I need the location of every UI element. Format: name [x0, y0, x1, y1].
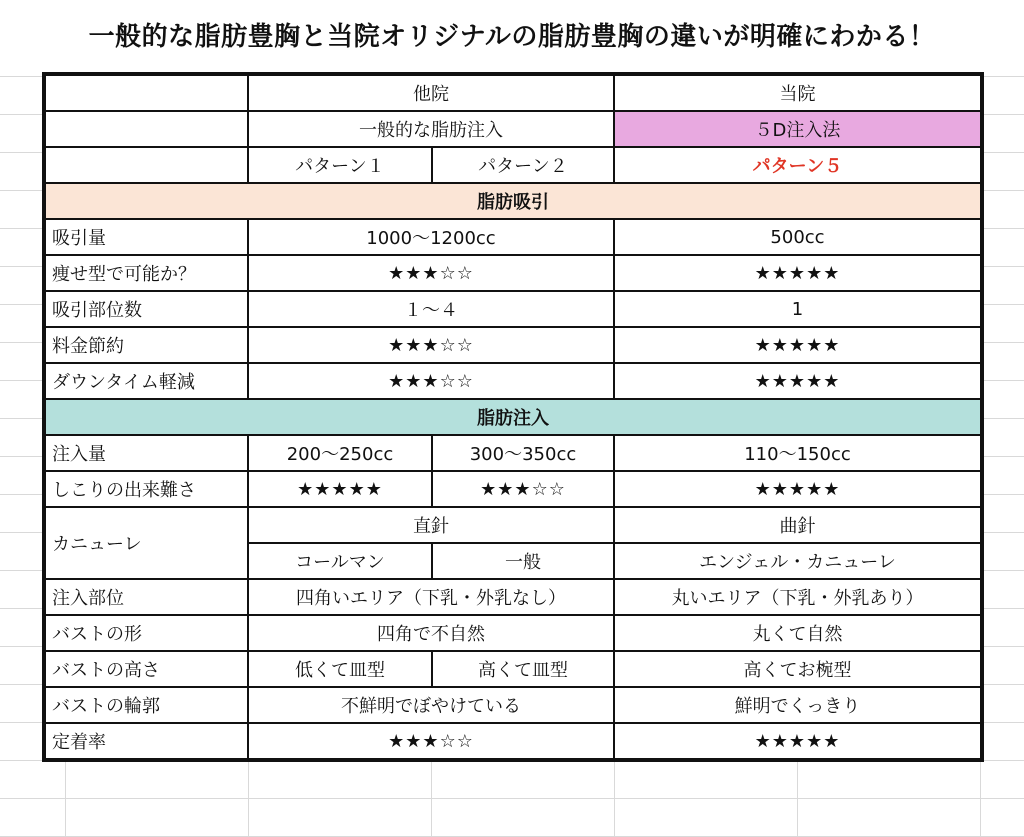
our-cannula-type: 曲針	[614, 507, 981, 543]
other-value: 四角で不自然	[248, 615, 614, 651]
our-value: 1	[614, 291, 981, 327]
our-value: 高くてお椀型	[614, 651, 981, 687]
our-star-rating: ★★★★★	[614, 363, 981, 399]
header-other-clinic: 他院	[248, 75, 614, 111]
row-label: 注入部位	[45, 579, 248, 615]
section-title-liposuction: 脂肪吸引	[45, 183, 981, 219]
header-pattern-1: パターン１	[248, 147, 432, 183]
our-star-rating: ★★★★★	[614, 255, 981, 291]
page-title: 一般的な脂肪豊胸と当院オリジナルの脂肪豊胸の違いが明確にわかる！	[0, 0, 1024, 74]
header-blank-cell	[45, 75, 248, 111]
section-title-injection: 脂肪注入	[45, 399, 981, 435]
pattern-1-value: 低くて皿型	[248, 651, 432, 687]
other-star-rating: ★★★☆☆	[248, 255, 614, 291]
our-value: 鮮明でくっきり	[614, 687, 981, 723]
other-star-rating: ★★★☆☆	[248, 723, 614, 759]
row-label: 定着率	[45, 723, 248, 759]
pattern-2-value: 一般	[432, 543, 614, 579]
our-value: 500cc	[614, 219, 981, 255]
our-value: 110〜150cc	[614, 435, 981, 471]
other-star-rating: ★★★☆☆	[248, 363, 614, 399]
table-row	[45, 471, 981, 507]
row-label: 注入量	[45, 435, 248, 471]
table-row	[45, 615, 981, 651]
pattern-1-star-rating: ★★★★★	[248, 471, 432, 507]
row-label: バストの輪郭	[45, 687, 248, 723]
pattern-2-star-rating: ★★★☆☆	[432, 471, 614, 507]
row-label: 痩せ型で可能か？	[45, 255, 248, 291]
row-label: しこりの出来難さ	[45, 471, 248, 507]
row-label: 吸引部位数	[45, 291, 248, 327]
header-row-clinic	[45, 75, 981, 111]
pattern-1-value: 200〜250cc	[248, 435, 432, 471]
table-row	[45, 687, 981, 723]
table-row	[45, 579, 981, 615]
comparison-table	[44, 74, 982, 760]
our-star-rating: ★★★★★	[614, 723, 981, 759]
table-row	[45, 507, 981, 543]
row-label: ダウンタイム軽減	[45, 363, 248, 399]
section-row-injection	[45, 399, 981, 435]
table-row	[45, 435, 981, 471]
header-pattern-2: パターン２	[432, 147, 614, 183]
section-row-liposuction	[45, 183, 981, 219]
header-row-method	[45, 111, 981, 147]
our-star-rating: ★★★★★	[614, 327, 981, 363]
pattern-2-value: 300〜350cc	[432, 435, 614, 471]
pattern-2-value: 高くて皿型	[432, 651, 614, 687]
header-blank-cell	[45, 147, 248, 183]
row-label: バストの高さ	[45, 651, 248, 687]
table-row	[45, 363, 981, 399]
header-row-pattern	[45, 147, 981, 183]
our-value: 丸くて自然	[614, 615, 981, 651]
table-row	[45, 255, 981, 291]
table-row	[45, 291, 981, 327]
table-row	[45, 327, 981, 363]
other-value: 四角いエリア（下乳・外乳なし）	[248, 579, 614, 615]
pattern-1-value: コールマン	[248, 543, 432, 579]
table-row	[45, 723, 981, 759]
header-our-clinic: 当院	[614, 75, 981, 111]
header-general-method: 一般的な脂肪注入	[248, 111, 614, 147]
header-pattern-5: パターン５	[614, 147, 981, 183]
table-row	[45, 651, 981, 687]
other-value: 1000〜1200cc	[248, 219, 614, 255]
row-label: 吸引量	[45, 219, 248, 255]
row-label: 料金節約	[45, 327, 248, 363]
other-value: １〜４	[248, 291, 614, 327]
our-value: エンジェル・カニューレ	[614, 543, 981, 579]
our-star-rating: ★★★★★	[614, 471, 981, 507]
header-our-method: ５D注入法	[614, 111, 981, 147]
other-star-rating: ★★★☆☆	[248, 327, 614, 363]
row-label: バストの形	[45, 615, 248, 651]
header-blank-cell	[45, 111, 248, 147]
other-cannula-type: 直針	[248, 507, 614, 543]
other-value: 不鮮明でぼやけている	[248, 687, 614, 723]
row-label: カニューレ	[45, 507, 248, 579]
our-value: 丸いエリア（下乳・外乳あり）	[614, 579, 981, 615]
table-row	[45, 219, 981, 255]
